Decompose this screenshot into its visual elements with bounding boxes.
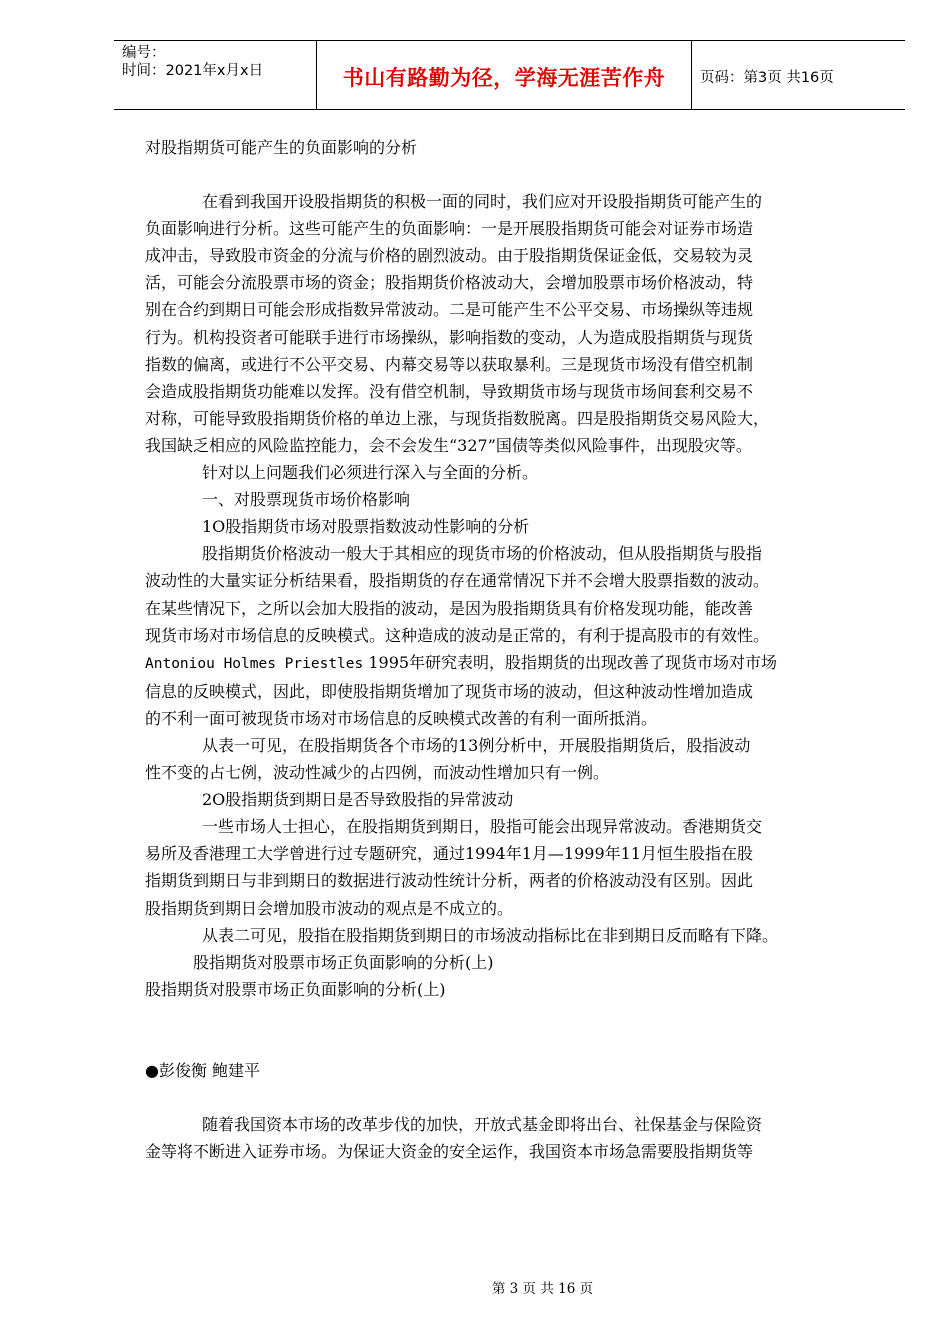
header-page-label: 页码：第3页 共16页 bbox=[700, 70, 834, 86]
paragraph-line: 对称，可能导致股指期货价格的单边上涨，与现货指数脱离。四是股指期货交易风险大， bbox=[145, 408, 770, 428]
page-header bbox=[114, 40, 905, 110]
paragraph-line: 活，可能会分流股票市场的资金；股指期货价格波动大，会增加股票市场价格波动，特 bbox=[145, 273, 754, 293]
paragraph-line: 指期货到期日与非到期日的数据进行波动性统计分析，两者的价格波动没有区别。因此 bbox=[145, 871, 754, 891]
paragraph-line: 现货市场对市场信息的反映模式。这种造成的波动是正常的，有利于提高股市的有效性。 bbox=[145, 625, 770, 645]
paragraph-line: 从表二可见，股指在股指期货到期日的市场波动指标比在非到期日反而略有下降。 bbox=[202, 925, 779, 945]
header-page-cell bbox=[691, 41, 905, 109]
cited-authors: Antoniou Holmes Priestles bbox=[145, 655, 364, 672]
paragraph-line: 行为。机构投资者可能联手进行市场操纵，影响指数的变动，人为造成股指期货与现货 bbox=[145, 327, 754, 347]
paragraph-line: 成冲击，导致股市资金的分流与价格的剧烈波动。由于股指期货保证金低，交易较为灵 bbox=[145, 246, 754, 266]
header-motto-cell bbox=[316, 41, 692, 109]
paragraph-line: 指数的偏离，或进行不公平交易、内幕交易等以获取暴利。三是现货市场没有借空机制 bbox=[145, 354, 754, 374]
author-line: ●彭俊衡 鲍建平 bbox=[145, 1060, 261, 1080]
paragraph-line: 信息的反映模式，因此，即使股指期货增加了现货市场的波动，但这种波动性增加造成 bbox=[145, 681, 754, 701]
article-title: 股指期货对股票市场正负面影响的分析(上) bbox=[145, 979, 446, 999]
page-footer: 第 3 页 共 16 页 bbox=[491, 1281, 594, 1297]
header-meta bbox=[114, 41, 316, 109]
paragraph-line: 在某些情况下，之所以会加大股指的波动，是因为股指期货具有价格发现功能，能改善 bbox=[145, 598, 754, 618]
paragraph-line: 从表一可见，在股指期货各个市场的13例分析中，开展股指期货后，股指波动 bbox=[202, 735, 751, 755]
paragraph-line: 随着我国资本市场的改革步伐的加快，开放式基金即将出台、社保基金与保险资 bbox=[202, 1115, 763, 1134]
article-title-indented: 股指期货对股票市场正负面影响的分析(上) bbox=[193, 952, 494, 972]
paragraph-line bbox=[145, 649, 875, 678]
paragraph-line: 股指期货到期日会增加股市波动的观点是不成立的。 bbox=[145, 898, 514, 918]
paragraph-line: 别在合约到期日可能会形成指数异常波动。二是可能产生不公平交易、市场操纵等违规 bbox=[145, 300, 754, 320]
section-title: 对股指期货可能产生的负面影响的分析 bbox=[145, 138, 418, 157]
subsection-heading: 2О股指期货到期日是否导致股指的异常波动 bbox=[202, 790, 514, 810]
section-heading: 一、对股票现货市场价格影响 bbox=[202, 490, 411, 510]
header-motto: 书山有路勤为径，学海无涯苦作舟 bbox=[342, 66, 666, 90]
document-body bbox=[145, 134, 875, 1165]
paragraph-line: 在看到我国开设股指期货的积极一面的同时，我们应对开设股指期货可能产生的 bbox=[202, 192, 763, 212]
paragraph-text: 1995年研究表明，股指期货的出现改善了现货市场对市场 bbox=[363, 652, 778, 672]
date-label: 时间：2021年x月x日 bbox=[122, 63, 264, 79]
paragraph-line: 性不变的占七例，波动性减少的占四例，而波动性增加只有一例。 bbox=[145, 763, 610, 783]
paragraph-line: 易所及香港理工大学曾进行过专题研究，通过1994年1月—1999年11月恒生股指在股 bbox=[145, 844, 753, 864]
paragraph-line: 针对以上问题我们必须进行深入与全面的分析。 bbox=[202, 463, 539, 483]
paragraph-line: 波动性的大量实证分析结果看，股指期货的存在通常情况下并不会增大股票指数的波动。 bbox=[145, 571, 770, 591]
paragraph-line: 的不利一面可被现货市场对市场信息的反映模式改善的有利一面所抵消。 bbox=[145, 708, 658, 728]
paragraph-line: 会造成股指期货功能难以发挥。没有借空机制，导致期货市场与现货市场间套利交易不 bbox=[145, 381, 754, 401]
paragraph-line: 负面影响进行分析。这些可能产生的负面影响：一是开展股指期货可能会对证券市场造 bbox=[145, 219, 754, 239]
subsection-heading: 1О股指期货市场对股票指数波动性影响的分析 bbox=[202, 517, 530, 537]
paragraph-line: 一些市场人士担心，在股指期货到期日，股指可能会出现异常波动。香港期货交 bbox=[202, 817, 763, 837]
paragraph-line: 我国缺乏相应的风险监控能力，会不会发生“327”国债等类似风险事件，出现股灾等。 bbox=[145, 435, 752, 455]
paragraph-line: 金等将不断进入证券市场。为保证大资金的安全运作，我国资本市场急需要股指期货等 bbox=[145, 1142, 754, 1162]
paragraph-line: 股指期货价格波动一般大于其相应的现货市场的价格波动，但从股指期货与股指 bbox=[202, 544, 763, 564]
number-label: 编号： bbox=[122, 45, 166, 61]
